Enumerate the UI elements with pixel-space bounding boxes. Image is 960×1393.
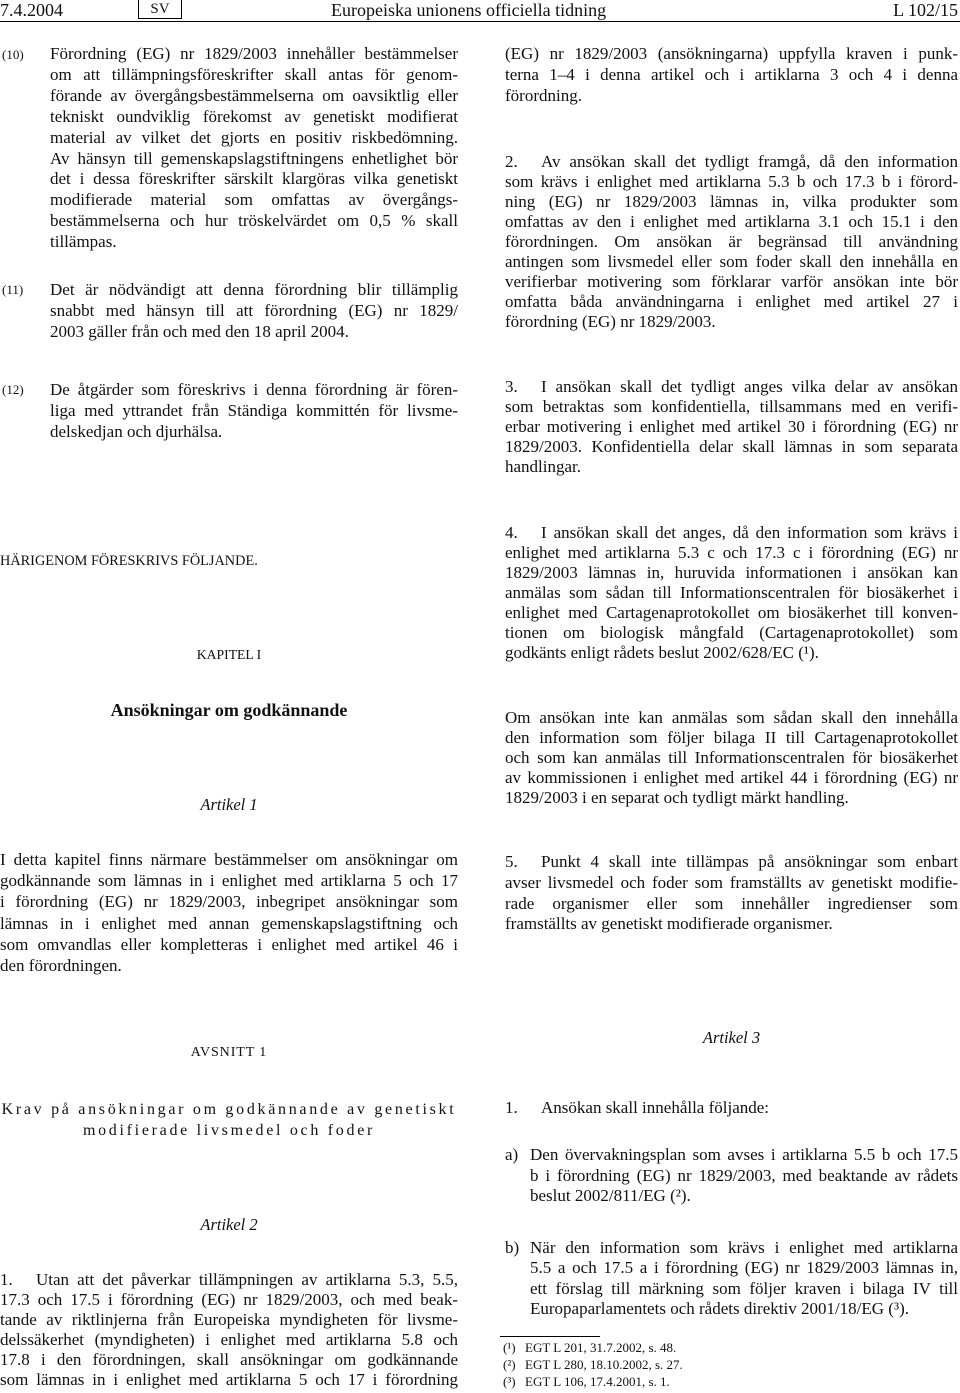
item-b-label: b): [505, 1238, 520, 1257]
text-line: [0, 1270, 458, 1290]
publication-date: 7.4.2004: [0, 0, 63, 20]
section-label: AVSNITT 1: [190, 1045, 268, 1060]
item-a-text: [530, 1145, 958, 1207]
text-line: beslut 2002/811/EG (²).: [530, 1186, 691, 1205]
text-line: lämnas in i enlighet med annan gemenskapslagstiftning och: [0, 913, 458, 933]
text-line: Av hänsyn till gemenskapslagstiftningens enhetlighet bör: [50, 148, 458, 168]
article-2-paragraph-1-continued: [505, 43, 958, 106]
text-line: Det är nödvändigt att denna förordning blir tillämplig: [50, 280, 458, 299]
item-a-label: a): [505, 1145, 519, 1164]
text-line: tande av riktlinjerna från Europeiska myndigheten för livsme-: [0, 1310, 458, 1329]
article-2-paragraph-3: [505, 377, 958, 477]
text-line: tionen om biologisk mångfald (Cartagenaprotokollet) som: [505, 623, 958, 642]
text-line: 1829/2003 lämnas in, huruvida informationen i ansökan kan: [505, 563, 958, 582]
paragraph-number: 2.: [505, 152, 518, 171]
text-line: godkännande som lämnas in i enlighet med artiklarna 5 och 17: [0, 871, 458, 891]
text-line: ning (EG) nr 1829/2003 lämnas in, vilka produkter som: [505, 192, 958, 211]
text-line: liga med yttrandet från Ständiga kommittén för livsme-: [50, 401, 458, 420]
paragraph-number: 3.: [505, 377, 518, 396]
footnote-1: [503, 1339, 676, 1356]
header-rule: [0, 21, 960, 22]
text-line-content: Punkt 4 skall inte tillämpas på ansökningar som enbart: [541, 852, 958, 871]
text-line-content: I ansökan skall det tydligt anges vilka delar av ansökan: [541, 377, 958, 396]
text-line: förordning (EG) nr 1829/2003.: [505, 312, 716, 331]
article-2-paragraph-2: [505, 152, 958, 332]
text-line: av kommissionen i enlighet med artikel 44 i förordning (EG) nr: [505, 768, 958, 787]
text-line: I detta kapitel finns närmare bestämmelser om ansökningar om: [0, 850, 458, 869]
text-line: 1829/2003 i en separat och tydligt märkt handling.: [505, 788, 849, 807]
text-line: enlighet med artiklarna 5.3 c och 17.3 c i förordning (EG) nr: [505, 543, 958, 562]
text-line: som krävs i enlighet med artiklarna 5.3 b och 17.3 b i förord-: [505, 172, 958, 191]
text-line: som betraktas som konfidentiella, tillsammans med en verifi-: [505, 397, 958, 416]
text-line: [505, 377, 958, 397]
text-line: [505, 1097, 958, 1118]
text-line: (EG) nr 1829/2003 (ansökningarna) uppfylla kraven i punk-: [505, 44, 958, 63]
footnote-text: EGT L 201, 31.7.2002, s. 48.: [525, 1340, 677, 1355]
text-line: verifierbar motivering som förklarar varför ansökan inte bör: [505, 272, 958, 291]
text-line: förordning.: [505, 86, 582, 105]
article-2-paragraph-5: [505, 852, 958, 935]
footnote-3: [503, 1373, 670, 1390]
footnote-mark: (¹): [503, 1340, 516, 1355]
journal-title: Europeiska unionens officiella tidning: [331, 0, 607, 20]
text-line: 1829/2003. Konfidentiella delar skall lämnas in som separata: [505, 437, 958, 456]
item-b-text: [530, 1238, 958, 1320]
text-line: det i dessa föreskrifter särskilt klargöras vilka genetiskt: [50, 169, 458, 189]
text-line: delssäkerhet (myndigheten) i enlighet med artiklarna 5.8 och: [0, 1330, 458, 1349]
section-title-line-2: modifierade livsmedel och foder: [82, 1122, 376, 1139]
text-line: [505, 152, 958, 172]
article-1-title: Artikel 1: [200, 795, 258, 814]
article-2-title: Artikel 2: [200, 1215, 258, 1234]
text-line: erbar motivering i enlighet med artikel 30 i förordning (EG) nr: [505, 417, 958, 436]
text-line: [505, 852, 958, 873]
text-line: material av vilket det gjorts en positiv riskbedömning.: [50, 127, 458, 147]
footnote-rule: [500, 1336, 600, 1337]
text-line: Den övervakningsplan som avses i artiklarna 5.5 b och 17.5: [530, 1145, 958, 1164]
article-3-title: Artikel 3: [702, 1028, 761, 1047]
text-line: den information som följer bilaga II till Cartagenaprotokollet: [505, 728, 958, 747]
recital-12-number: (12): [2, 382, 24, 397]
article-1-text: [0, 849, 458, 976]
text-line: b i förordning (EG) nr 1829/2003, med beaktande av rådets: [530, 1165, 958, 1185]
text-line-content: Av ansökan skall det tydligt framgå, då den information: [541, 152, 958, 171]
text-line: bestämmelserna och hur tröskelvärdet om 0,5 % skall: [50, 211, 458, 231]
text-line: framställts av genetiskt modifierade organismer.: [505, 914, 833, 934]
recital-12-text: [50, 379, 458, 442]
text-line: Om ansökan inte kan anmälas som sådan skall den innehålla: [505, 708, 958, 727]
text-line: tekniskt oundviklig förekomst av genetiskt modifierat: [50, 106, 458, 126]
recital-10-number: (10): [2, 47, 24, 62]
text-line: omfatta båda användningarna i enlighet med artikel 27 i: [505, 292, 958, 311]
text-line: modifierade material som omfattas av övergångs-: [50, 190, 458, 210]
recital-11-number: (11): [2, 282, 24, 297]
text-line: 2003 gäller från och med den 18 april 2004.: [50, 322, 349, 341]
text-line: förordningen. Om ansökan är begränsad till användning: [505, 232, 958, 251]
text-line: terna 1–4 i denna artikel och i artiklarna 3 och 4 i denna: [505, 65, 958, 84]
article-2-paragraph-4: [505, 523, 958, 663]
paragraph-number: 1.: [0, 1270, 13, 1289]
chapter-label: KAPITEL I: [196, 647, 262, 662]
text-line: om att tillämpningsföreskrifter skall antas för genom-: [50, 64, 458, 84]
text-line: 17.8 i den förordningen, skall ansökningar om godkännande: [0, 1350, 458, 1369]
language-code-box: SV: [138, 0, 182, 19]
text-line: 5.5 a och 17.5 a i förordning (EG) nr 1829/2003 lämnas in,: [530, 1258, 958, 1278]
text-line: enlighet med Cartagenaprotokollet om biosäkerhet till konven-: [505, 603, 958, 622]
section-title-line-1: Krav på ansökningar om godkännande av genetiskt: [1, 1101, 457, 1118]
text-line-content: Utan att det påverkar tillämpningen av artiklarna 5.3, 5.5,: [36, 1270, 458, 1289]
text-line: och som kan anmälas till Informationscentralen för biosäkerhet: [505, 748, 958, 767]
text-line: avser livsmedel och foder som framställts av genetiskt modifie-: [505, 872, 958, 892]
text-line: 17.3 och 17.5 i förordning (EG) nr 1829/2003, och med beak-: [0, 1290, 458, 1309]
text-line: anmälas som sådan till Informationscentralen för biosäkerhet i: [505, 583, 958, 602]
article-2-paragraph-1: [0, 1270, 458, 1390]
paragraph-number: 1.: [505, 1098, 518, 1117]
text-line: snabbt med hänsyn till att förordning (EG) nr 1829/: [50, 301, 458, 320]
text-line: delskedjan och djurhälsa.: [50, 422, 223, 441]
text-line-content: I ansökan skall det anges, då den information som krävs i: [541, 523, 958, 542]
text-line: handlingar.: [505, 457, 582, 476]
recital-11-text: [50, 279, 458, 342]
text-line: tillämpas.: [50, 232, 117, 252]
text-line: [505, 523, 958, 543]
text-line: som lämnas in i enlighet med artiklarna 5 och 17 i förordning: [0, 1370, 458, 1389]
text-line-content: Ansökan skall innehålla följande:: [541, 1098, 770, 1117]
chapter-title: Ansökningar om godkännande: [110, 700, 348, 720]
footnote-2: [503, 1356, 683, 1373]
article-3-paragraph-1: [505, 1097, 958, 1118]
page-reference: L 102/15: [893, 0, 958, 20]
text-line: Europaparlamentets och rådets direktiv 2001/18/EG (³).: [530, 1299, 909, 1319]
text-line: Förordning (EG) nr 1829/2003 innehåller bestämmelser: [50, 44, 458, 63]
text-line: som omvandlas eller kompletteras i enlighet med artikel 46 i: [0, 934, 458, 954]
footnote-text: EGT L 280, 18.10.2002, s. 27.: [525, 1357, 683, 1372]
paragraph-number: 4.: [505, 523, 518, 542]
text-line: antingen som livsmedel eller som foder skall den innehålla en: [505, 252, 958, 271]
footnote-mark: (³): [503, 1374, 516, 1389]
text-line: rade organismer eller som innehåller ingredienser som: [505, 893, 958, 913]
paragraph-number: 5.: [505, 852, 518, 871]
text-line: omfattas av den i enlighet med artiklarna 3.1 och 15.1 i den: [505, 212, 958, 231]
text-line: i förordning (EG) nr 1829/2003, inbegripet ansökningar som: [0, 892, 458, 912]
footnote-text: EGT L 106, 17.4.2001, s. 1.: [525, 1374, 670, 1389]
article-2-paragraph-4-second: [505, 708, 958, 808]
footnote-mark: (²): [503, 1357, 516, 1372]
text-line: ett förslag till märkning som följer kraven i bilaga IV till: [530, 1278, 958, 1298]
text-line: den förordningen.: [0, 956, 122, 976]
enacting-formula: HÄRIGENOM FÖRESKRIVS FÖLJANDE.: [0, 553, 258, 569]
text-line: godkänts enligt rådets beslut 2002/628/EC (¹).: [505, 643, 819, 662]
recital-10-text: [50, 44, 458, 253]
text-line: När den information som krävs i enlighet med artiklarna: [530, 1238, 958, 1257]
text-line: förande av övergångsbestämmelserna om oavsiktlig eller: [50, 85, 458, 105]
text-line: De åtgärder som föreskrivs i denna förordning är fören-: [50, 380, 458, 399]
